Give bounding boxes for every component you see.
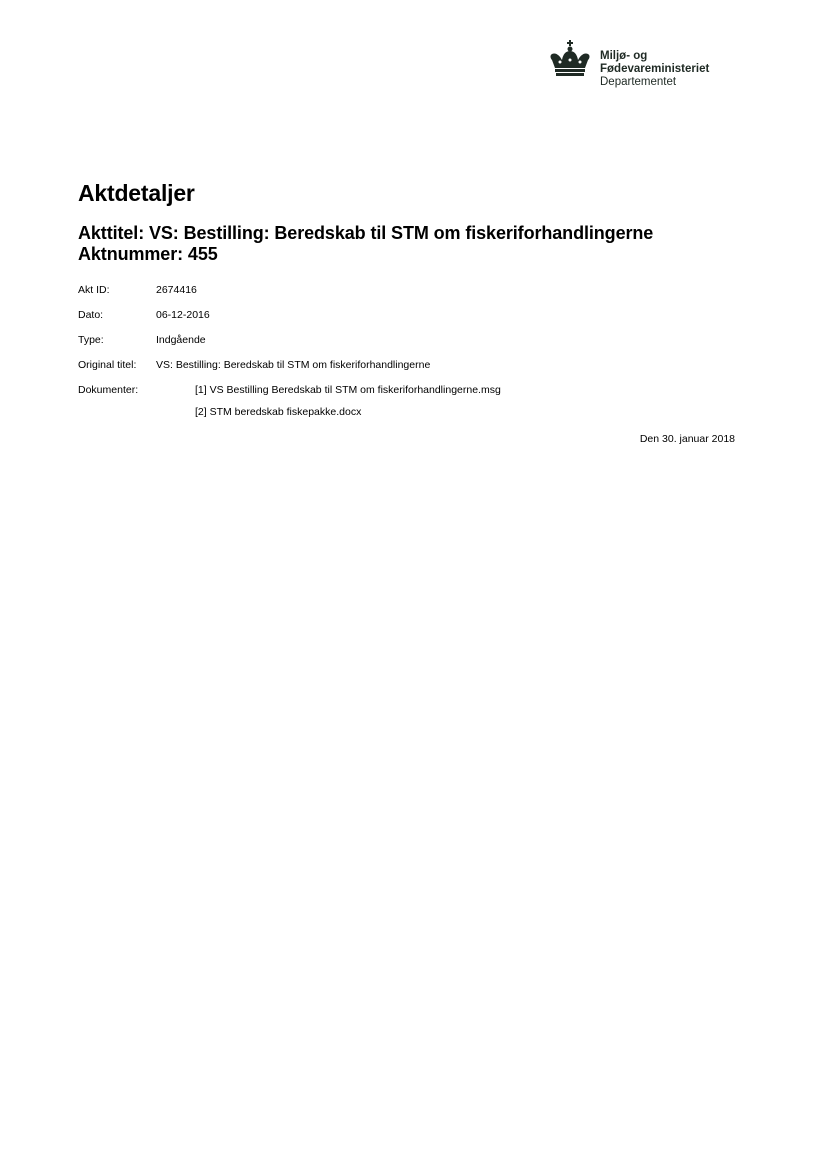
ministry-logo — [548, 40, 709, 89]
royal-crown-icon — [548, 40, 592, 78]
akt-id-value: 2674416 — [156, 284, 197, 296]
dokumenter-label: Dokumenter: — [78, 384, 139, 396]
document-subtitle — [78, 223, 653, 265]
footer-date: Den 30. januar 2018 — [639, 433, 735, 445]
original-titel-label: Original titel: — [78, 359, 137, 371]
original-titel-value: VS: Bestilling: Beredskab til STM om fiskeriforhandlingerne — [156, 359, 431, 371]
dato-label: Dato: — [78, 309, 104, 321]
document-item[interactable]: [2] STM beredskab fiskepakke.docx — [195, 406, 362, 418]
logo-line-3: Departementet — [600, 76, 677, 88]
page-title: Aktdetaljer — [78, 180, 195, 206]
akttitel: Akttitel: VS: Bestilling: Beredskab til STM om fiskeriforhandlingerne — [78, 223, 654, 243]
type-value: Indgående — [156, 334, 206, 346]
logo-line-2: Fødevareministeriet — [600, 63, 710, 75]
dato-value: 06-12-2016 — [156, 309, 210, 321]
document-item[interactable]: [1] VS Bestilling Beredskab til STM om fiskeriforhandlingerne.msg — [195, 384, 501, 396]
akt-id-label: Akt ID: — [78, 284, 110, 296]
aktnummer: Aktnummer: 455 — [78, 244, 218, 264]
type-label: Type: — [78, 334, 104, 346]
logo-line-1: Miljø- og — [600, 50, 648, 62]
document-list — [195, 384, 501, 428]
logo-text — [600, 40, 709, 89]
